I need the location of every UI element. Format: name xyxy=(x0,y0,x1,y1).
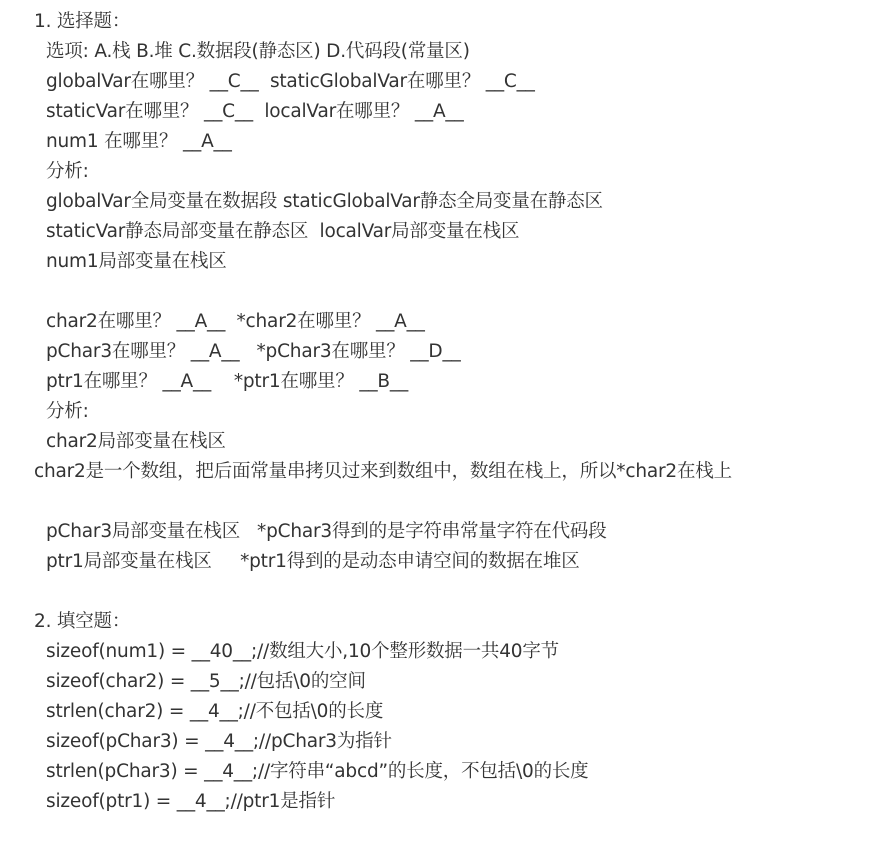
blank-line xyxy=(0,277,873,307)
fill-line: sizeof(num1) = __40__;//数组大小,10个整形数据一共40字节 xyxy=(46,641,559,662)
fill-line: sizeof(char2) = __5__;//包括\0的空间 xyxy=(46,671,366,692)
question-num1: num1 在哪里？ __A__ xyxy=(46,131,232,152)
fill-line: strlen(pChar3) = __4__;//字符串“abcd”的长度，不包括\0的长度 xyxy=(46,761,589,782)
blank-line xyxy=(0,487,873,517)
analysis-label: 分析: xyxy=(46,161,89,182)
analysis-line: pChar3局部变量在栈区 *pChar3得到的是字符串常量字符在代码段 xyxy=(46,521,607,542)
question-pchar3: pChar3在哪里？ __A__ *pChar3在哪里？ __D__ xyxy=(46,341,461,362)
section2-heading: 2. 填空题： xyxy=(34,611,131,632)
document-body xyxy=(0,7,873,817)
analysis-line: char2是一个数组，把后面常量串拷贝过来到数组中，数组在栈上，所以*char2在栈上 xyxy=(34,461,732,482)
analysis-line: globalVar全局变量在数据段 staticGlobalVar静态全局变量在静态区 xyxy=(46,191,603,212)
question-char2: char2在哪里？ __A__ *char2在哪里？ __A__ xyxy=(46,311,425,332)
analysis-label: 分析: xyxy=(46,401,89,422)
blank-line xyxy=(0,577,873,607)
options-line: 选项: A.栈 B.堆 C.数据段(静态区) D.代码段(常量区) xyxy=(46,41,470,62)
fill-line: sizeof(ptr1) = __4__;//ptr1是指针 xyxy=(46,791,336,812)
fill-line: strlen(char2) = __4__;//不包括\0的长度 xyxy=(46,701,384,722)
analysis-line: char2局部变量在栈区 xyxy=(46,431,226,452)
fill-line: sizeof(pChar3) = __4__;//pChar3为指针 xyxy=(46,731,392,752)
analysis-line: staticVar静态局部变量在静态区 localVar局部变量在栈区 xyxy=(46,221,520,242)
analysis-line: num1局部变量在栈区 xyxy=(46,251,227,272)
question-ptr1: ptr1在哪里？ __A__ *ptr1在哪里？ __B__ xyxy=(46,371,409,392)
question-global-static-global: globalVar在哪里？ __C__ staticGlobalVar在哪里？ __C__ xyxy=(46,71,535,92)
analysis-line: ptr1局部变量在栈区 *ptr1得到的是动态申请空间的数据在堆区 xyxy=(46,551,580,572)
question-static-local: staticVar在哪里？ __C__ localVar在哪里？ __A__ xyxy=(46,101,464,122)
section1-heading: 1. 选择题： xyxy=(34,11,131,32)
